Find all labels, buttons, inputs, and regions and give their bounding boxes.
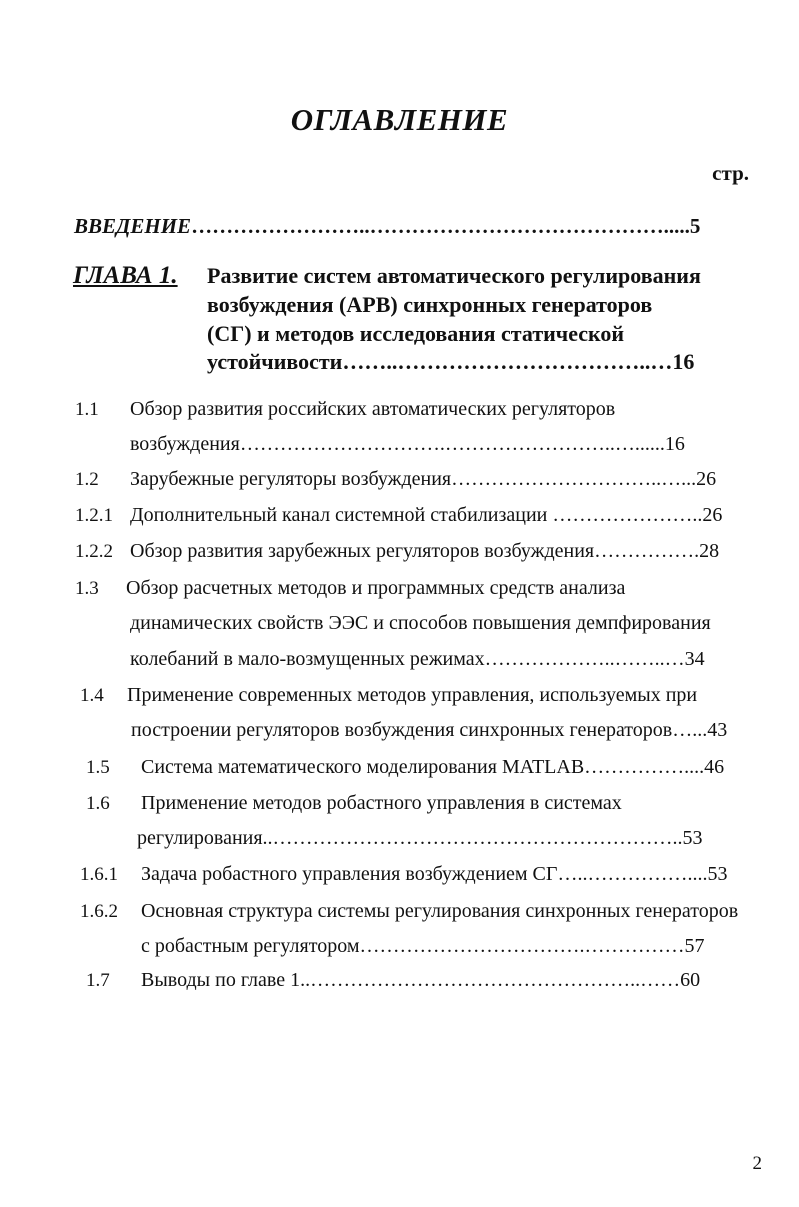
section-title: Система математического моделирования MATLAB……………....46 bbox=[141, 756, 725, 778]
section-title: динамических свойств ЭЭС и способов повышения демпфирования bbox=[130, 612, 711, 634]
section-number: 1.7 bbox=[86, 970, 110, 991]
toc-entry-introduction bbox=[74, 214, 700, 239]
page-column-header: стр. bbox=[712, 161, 749, 185]
chapter-title-line: (СГ) и методов исследования статической bbox=[207, 321, 625, 346]
section-title: Задача робастного управления возбуждением СГ…..……………....53 bbox=[141, 863, 728, 885]
chapter-title-line: устойчивости……..……………………………..…16 bbox=[207, 349, 695, 374]
section-title: Применение методов робастного управления в системах bbox=[141, 792, 622, 814]
page-title: ОГЛАВЛЕНИЕ bbox=[290, 102, 509, 137]
chapter-title-line: возбуждения (АРВ) синхронных генераторов bbox=[207, 292, 653, 317]
section-number: 1.6.1 bbox=[80, 864, 118, 885]
section-title: Дополнительный канал системной стабилизации …………………..26 bbox=[130, 504, 723, 526]
section-number: 1.2 bbox=[75, 469, 99, 490]
section-number: 1.3 bbox=[75, 578, 99, 599]
section-title: колебаний в мало-возмущенных режимах………………..……..…34 bbox=[130, 648, 705, 670]
section-title: Зарубежные регуляторы возбуждения…………………………..…...26 bbox=[130, 468, 717, 490]
section-number: 1.4 bbox=[80, 685, 104, 706]
section-number: 1.2.2 bbox=[75, 541, 113, 562]
section-title: с робастным регулятором…………………………….……………57 bbox=[141, 935, 705, 957]
introduction-label: ВВЕДЕНИЕ bbox=[74, 214, 192, 238]
section-number: 1.6 bbox=[86, 793, 110, 814]
introduction-page: 5 bbox=[689, 214, 701, 238]
section-title: Основная структура системы регулирования синхронных генераторов bbox=[141, 900, 739, 922]
section-title: регулирования..……………………………………………………..53 bbox=[137, 827, 703, 849]
section-number: 1.6.2 bbox=[80, 901, 118, 922]
chapter-label: ГЛАВА 1. bbox=[73, 262, 178, 289]
section-title: Применение современных методов управления, используемых при bbox=[127, 684, 698, 706]
section-number: 1.5 bbox=[86, 757, 110, 778]
section-title: Обзор расчетных методов и программных средств анализа bbox=[126, 577, 626, 599]
introduction-leader: ……………………..……………………………………..... bbox=[191, 214, 690, 238]
section-title: Выводы по главе 1..…………………………………………..……60 bbox=[141, 969, 701, 991]
section-number: 1.2.1 bbox=[75, 505, 113, 526]
section-title: возбуждения………………………….……………………..…......16 bbox=[130, 433, 685, 455]
chapter-title-line: Развитие систем автоматического регулирования bbox=[207, 263, 701, 288]
page-number: 2 bbox=[752, 1153, 762, 1174]
section-title: Обзор развития российских автоматических регуляторов bbox=[130, 398, 616, 420]
section-title: построении регуляторов возбуждения синхронных генераторов…...43 bbox=[131, 719, 728, 741]
section-title: Обзор развития зарубежных регуляторов возбуждения…………….28 bbox=[130, 540, 720, 562]
section-number: 1.1 bbox=[75, 399, 99, 420]
